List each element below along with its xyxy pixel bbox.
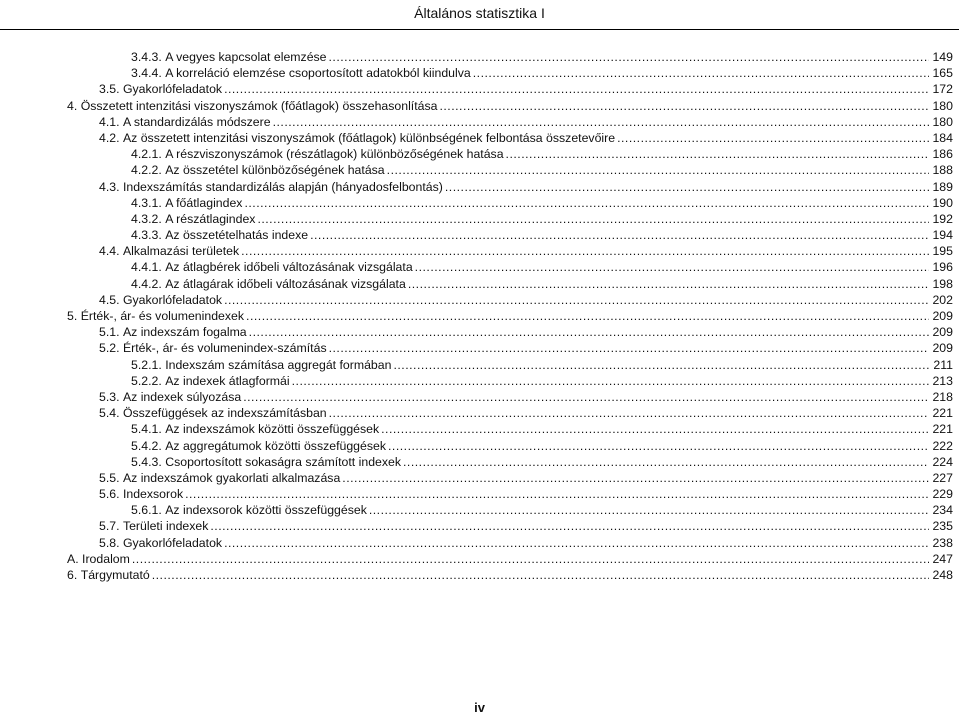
toc-entry-line [131, 162, 953, 178]
toc-entry-line [99, 114, 953, 130]
toc-entry[interactable] [0, 438, 959, 454]
toc-entry-title: Az átlagbérek időbeli változásának vizsgálata [165, 260, 413, 275]
toc-entry-number: 5.7. [99, 519, 120, 534]
toc-entry-page: 202 [932, 292, 953, 307]
toc-entry-line [131, 211, 953, 227]
toc-entry-number: 4.3.3. [131, 228, 162, 243]
toc-dot-leader [329, 340, 929, 356]
toc-entry[interactable] [0, 373, 959, 389]
toc-entry-page: 234 [932, 503, 953, 518]
toc-entry-title: Érték-, ár- és volumenindexek [80, 309, 245, 323]
toc-entry-title: Indexszám számítása aggregát formában [165, 357, 392, 372]
toc-entry[interactable] [0, 227, 959, 243]
toc-dot-leader [224, 535, 929, 551]
toc-entry[interactable] [0, 195, 959, 211]
toc-entry-line [131, 259, 953, 275]
toc-dot-leader [241, 243, 929, 259]
toc-entry[interactable] [0, 454, 959, 470]
toc-entry-title: Csoportosított sokaságra számított indexek [165, 454, 402, 469]
toc-entry-line [131, 502, 953, 518]
toc-entry-title: Tárgymutató [80, 568, 150, 582]
toc-entry[interactable] [0, 276, 959, 292]
toc-entry-page: 227 [932, 470, 953, 485]
toc-entry-title: Területi indexek [122, 519, 209, 534]
toc-entry-title: Érték-, ár- és volumenindex-számítás [122, 341, 327, 356]
toc-dot-leader [249, 324, 929, 340]
toc-entry-line [131, 195, 953, 211]
toc-entry[interactable] [0, 357, 959, 373]
toc-dot-leader [445, 179, 929, 195]
toc-entry-title: Indexszámítás standardizálás alapján (hányadosfelbontás) [122, 179, 443, 194]
toc-entry[interactable] [0, 389, 959, 405]
toc-entry-number: 4.4.1. [131, 260, 162, 275]
toc-entry-line [99, 81, 953, 97]
toc-entry-line [99, 130, 953, 146]
toc-entry[interactable] [0, 486, 959, 502]
toc-entry-line [99, 389, 953, 405]
toc-entry-number: 5.2. [99, 341, 120, 356]
toc-entry-number: 4.3.1. [131, 195, 162, 210]
toc-entry-number: 5.4.2. [131, 438, 162, 453]
toc-entry-number: 4.3. [99, 179, 120, 194]
toc-dot-leader [439, 98, 929, 114]
toc-entry-title: A főátlagindex [165, 195, 243, 210]
toc-entry-page: 248 [932, 568, 953, 582]
toc-entry[interactable] [0, 340, 959, 356]
toc-entry-page: 238 [932, 535, 953, 550]
toc-entry-title: Összefüggések az indexszámításban [122, 406, 327, 421]
toc-entry-title: Az átlagárak időbeli változásának vizsgálata [165, 276, 406, 291]
toc-dot-leader [246, 308, 929, 324]
toc-entry-line [131, 454, 953, 470]
toc-entry-page: 189 [932, 179, 953, 194]
toc-entry-line [131, 227, 953, 243]
toc-entry-page: 209 [932, 325, 953, 340]
toc-entry-number: 4.4. [99, 244, 120, 259]
toc-dot-leader [185, 486, 929, 502]
toc-dot-leader [408, 276, 929, 292]
toc-entry[interactable] [0, 146, 959, 162]
toc-dot-leader [381, 421, 929, 437]
table-of-contents [0, 49, 959, 583]
toc-entry-number: 4.2.1. [131, 147, 162, 162]
toc-entry[interactable] [0, 162, 959, 178]
toc-dot-leader [329, 405, 929, 421]
toc-entry-number: 5.4. [99, 406, 120, 421]
toc-entry-page: 195 [932, 244, 953, 259]
toc-dot-leader [403, 454, 929, 470]
toc-entry-number: 5. [67, 309, 78, 323]
toc-entry-number: 3.4.3. [131, 50, 162, 64]
toc-entry-page: 180 [932, 114, 953, 129]
toc-dot-leader [257, 211, 929, 227]
toc-entry-page: 172 [932, 82, 953, 97]
toc-entry[interactable] [0, 567, 959, 583]
toc-entry-page: 221 [932, 422, 953, 437]
toc-entry-page: 209 [932, 341, 953, 356]
toc-entry-title: Gyakorlófeladatok [122, 82, 223, 97]
toc-entry-page: 224 [932, 454, 953, 469]
toc-entry-title: Irodalom [82, 551, 130, 566]
toc-entry-page: 165 [932, 66, 953, 81]
toc-dot-leader [310, 227, 929, 243]
toc-entry[interactable] [0, 292, 959, 308]
toc-entry[interactable] [0, 518, 959, 534]
toc-entry-page: 192 [932, 211, 953, 226]
toc-dot-leader [617, 130, 929, 146]
toc-entry[interactable] [0, 535, 959, 551]
toc-entry-page: 218 [932, 389, 953, 404]
toc-entry-line [131, 49, 953, 65]
toc-entry-line [67, 98, 953, 114]
toc-entry[interactable] [0, 65, 959, 81]
toc-entry-page: 213 [932, 373, 953, 388]
toc-entry-page: 247 [932, 551, 953, 566]
toc-entry-page: 209 [932, 309, 953, 323]
toc-entry-line [67, 567, 953, 583]
toc-dot-leader [473, 65, 929, 81]
toc-entry-title: Az indexszámok gyakorlati alkalmazása [122, 470, 341, 485]
toc-entry[interactable] [0, 211, 959, 227]
toc-dot-leader [152, 567, 929, 583]
toc-dot-leader [388, 438, 929, 454]
toc-entry-title: A standardizálás módszere [122, 114, 271, 129]
toc-entry-line [99, 405, 953, 421]
toc-entry-title: Az összetétel különbözőségének hatása [165, 163, 385, 178]
toc-entry-number: 3.5. [99, 82, 120, 97]
toc-entry-title: Gyakorlófeladatok [122, 292, 223, 307]
toc-entry[interactable] [0, 243, 959, 259]
toc-entry-line [131, 65, 953, 81]
toc-dot-leader [244, 195, 929, 211]
toc-entry-number: 5.4.1. [131, 422, 162, 437]
toc-entry[interactable] [0, 81, 959, 97]
toc-entry-page: 190 [932, 195, 953, 210]
toc-dot-leader [292, 373, 929, 389]
toc-dot-leader [224, 292, 929, 308]
toc-entry-page: 196 [932, 260, 953, 275]
toc-entry[interactable] [0, 421, 959, 437]
toc-entry[interactable] [0, 324, 959, 340]
toc-entry-number: 4.1. [99, 114, 120, 129]
toc-entry[interactable] [0, 179, 959, 195]
toc-entry-number: 4. [67, 98, 78, 113]
toc-entry[interactable] [0, 405, 959, 421]
toc-entry-page: 235 [932, 519, 953, 534]
toc-entry-number: 6. [67, 568, 78, 582]
toc-entry-line [131, 146, 953, 162]
toc-dot-leader [387, 162, 929, 178]
toc-entry-page: 221 [932, 406, 953, 421]
toc-entry-line [131, 421, 953, 437]
toc-entry-line [131, 438, 953, 454]
toc-entry-page: 149 [932, 50, 953, 64]
toc-entry-number: 5.1. [99, 325, 120, 340]
toc-dot-leader [273, 114, 929, 130]
toc-entry-page: 180 [932, 98, 953, 113]
toc-entry[interactable] [0, 259, 959, 275]
toc-entry-line [67, 551, 953, 567]
toc-entry-title: A korreláció elemzése csoportosított adatokból kiindulva [165, 66, 471, 81]
toc-entry-number: 5.6. [99, 487, 120, 502]
toc-entry-number: 4.2. [99, 130, 120, 145]
toc-entry-line [131, 357, 953, 373]
toc-entry[interactable] [0, 551, 959, 567]
toc-dot-leader [342, 470, 929, 486]
toc-entry-page: 188 [932, 163, 953, 178]
toc-entry-number: 5.3. [99, 389, 120, 404]
toc-entry-page: 186 [932, 147, 953, 162]
toc-entry-title: Az aggregátumok közötti összefüggések [165, 438, 386, 453]
toc-entry-number: 4.5. [99, 292, 120, 307]
toc-dot-leader [393, 357, 929, 373]
toc-dot-leader [243, 389, 929, 405]
header-divider [0, 29, 959, 30]
toc-entry-line [99, 470, 953, 486]
toc-entry[interactable] [0, 502, 959, 518]
toc-entry-title: Az összetett intenzitási viszonyszámok (főátlagok) különbségének felbontása összetevőire [122, 130, 616, 145]
toc-entry-line [67, 308, 953, 324]
toc-entry-number: 5.4.3. [131, 454, 162, 469]
toc-entry-line [99, 535, 953, 551]
toc-entry-line [131, 373, 953, 389]
toc-entry-number: 4.3.2. [131, 211, 162, 226]
toc-entry-title: Az indexsorok közötti összefüggések [165, 503, 367, 518]
toc-entry[interactable] [0, 49, 959, 65]
toc-entry-title: Az indexszám fogalma [122, 325, 247, 340]
toc-entry-title: Az indexszámok közötti összefüggések [165, 422, 380, 437]
toc-entry-title: A részátlagindex [165, 211, 256, 226]
page-number: iv [474, 700, 485, 715]
toc-entry[interactable] [0, 470, 959, 486]
toc-dot-leader [132, 551, 929, 567]
toc-entry-title: Gyakorlófeladatok [122, 535, 223, 550]
toc-entry-number: 3.4.4. [131, 66, 162, 81]
toc-entry-title: A vegyes kapcsolat elemzése [165, 50, 327, 64]
toc-entry-page: 184 [932, 130, 953, 145]
toc-entry-page: 211 [933, 357, 953, 372]
toc-entry-page: 198 [932, 276, 953, 291]
toc-entry-number: 5.5. [99, 470, 120, 485]
toc-entry-title: Összetett intenzitási viszonyszámok (főátlagok) összehasonlítása [80, 98, 438, 113]
toc-entry-number: 4.4.2. [131, 276, 162, 291]
toc-entry-page: 222 [932, 438, 953, 453]
toc-dot-leader [415, 259, 929, 275]
toc-entry-line [99, 243, 953, 259]
toc-dot-leader [506, 146, 929, 162]
toc-dot-leader [210, 518, 929, 534]
toc-entry-page: 229 [932, 487, 953, 502]
toc-entry[interactable] [0, 98, 959, 114]
toc-entry[interactable] [0, 130, 959, 146]
toc-entry-title: Az indexek átlagformái [165, 373, 290, 388]
toc-entry-number: 5.2.2. [131, 373, 162, 388]
toc-entry[interactable] [0, 308, 959, 324]
toc-entry-number: 5.2.1. [131, 357, 162, 372]
toc-entry-line [99, 340, 953, 356]
toc-entry-number: 4.2.2. [131, 163, 162, 178]
toc-entry-title: Az összetételhatás indexe [165, 228, 309, 243]
toc-entry-title: Indexsorok [122, 487, 184, 502]
document-header-title: Általános statisztika I [414, 5, 545, 21]
toc-entry-line [99, 292, 953, 308]
toc-dot-leader [224, 81, 929, 97]
toc-entry-line [99, 518, 953, 534]
toc-entry-title: Alkalmazási területek [122, 244, 240, 259]
toc-entry-page: 194 [932, 228, 953, 243]
toc-entry-line [99, 486, 953, 502]
toc-entry-title: Az indexek súlyozása [122, 389, 242, 404]
toc-entry[interactable] [0, 114, 959, 130]
toc-entry-line [99, 179, 953, 195]
toc-dot-leader [329, 49, 929, 65]
toc-entry-number: 5.6.1. [131, 503, 162, 518]
toc-entry-title: A részviszonyszámok (részátlagok) különbözőségének hatása [165, 147, 504, 162]
toc-entry-number: A. [67, 551, 79, 566]
toc-entry-line [99, 324, 953, 340]
toc-entry-number: 5.8. [99, 535, 120, 550]
toc-entry-line [131, 276, 953, 292]
toc-dot-leader [369, 502, 929, 518]
